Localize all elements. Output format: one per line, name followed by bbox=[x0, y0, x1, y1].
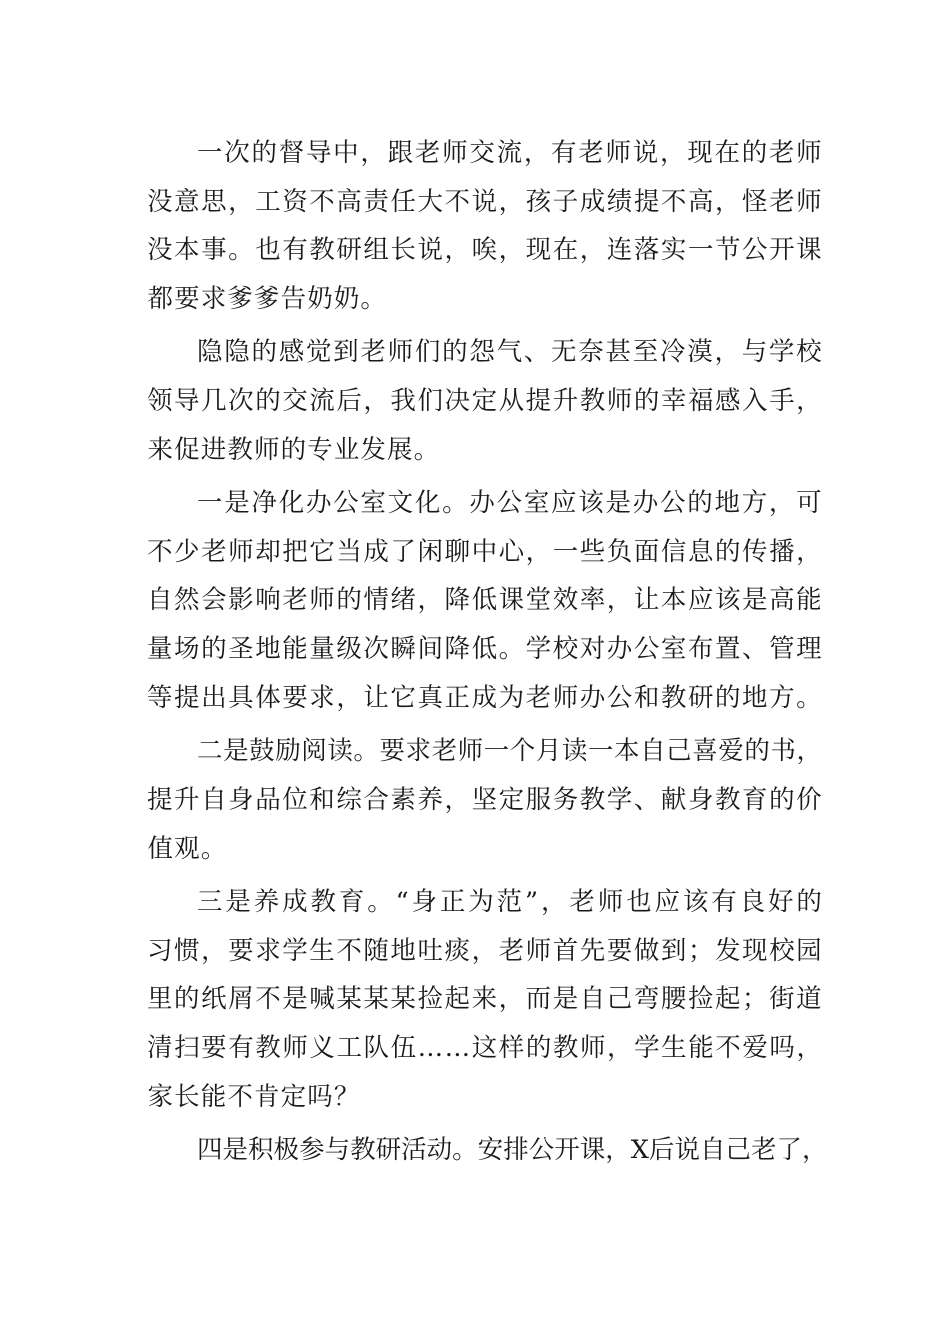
text-line: 四 是 积 极 参 与 教 研 活 动 。 安 排 公 开 课 ， X 后 说 自 己 老 了 ， bbox=[197, 1135, 828, 1165]
text-line: 二 是 鼓 励 阅 读 。 要 求 老 师 一 个 月 读 一 本 自 己 喜 爱 的 书 ， bbox=[197, 736, 822, 766]
text-line: 都 要 求 爹 爹 告 奶 奶 。 bbox=[147, 284, 386, 314]
text-line: 一 是 净 化 办 公 室 文 化 。 办 公 室 应 该 是 办 公 的 地 方 ， 可 bbox=[197, 488, 822, 518]
text-line: 领 导 几 次 的 交 流 后 ， 我 们 决 定 从 提 升 教 师 的 幸 福 感 入 手 ， bbox=[147, 386, 822, 416]
text-line: 来 促 进 教 师 的 专 业 发 展 。 bbox=[147, 435, 440, 465]
text-line: 值 观 。 bbox=[147, 834, 227, 864]
text-line: 习 惯 ， 要 求 学 生 不 随 地 吐 痰 ， 老 师 首 先 要 做 到 ； 发 现 校 园 bbox=[147, 936, 822, 966]
text-line: 量 场 的 圣 地 能 量 级 次 瞬 间 降 低 。 学 校 对 办 公 室 布 置 、 管 理 bbox=[147, 634, 822, 664]
text-line: 清 扫 要 有 教 师 义 工 队 伍 … … 这 样 的 教 师 ， 学 生 能 不 爱 吗 ， bbox=[147, 1033, 822, 1063]
text-line: 一 次 的 督 导 中 ， 跟 老 师 交 流 ， 有 老 师 说 ， 现 在 的 老 师 bbox=[197, 138, 822, 168]
text-line: 没 意 思 ， 工 资 不 高 责 任 大 不 说 ， 孩 子 成 绩 提 不 高 ， 怪 老 师 bbox=[147, 187, 822, 217]
text-line: 自 然 会 影 响 老 师 的 情 绪 ， 降 低 课 堂 效 率 ， 让 本 应 该 是 高 能 bbox=[147, 585, 822, 615]
text-line: 提 升 自 身 品 位 和 综 合 素 养 ， 坚 定 服 务 教 学 、 献 身 教 育 的 价 bbox=[147, 785, 822, 815]
text-line: 等 提 出 具 体 要 求 ， 让 它 真 正 成 为 老 师 办 公 和 教 研 的 地 方 。 bbox=[147, 683, 822, 713]
text-line: 三 是 养 成 教 育 。 “ 身 正 为 范 ” ， 老 师 也 应 该 有 良 好 的 bbox=[197, 887, 822, 917]
text-line: 没 本 事 。 也 有 教 研 组 长 说 ， 唉 ， 现 在 ， 连 落 实 一 节 公 开 课 bbox=[147, 235, 822, 265]
text-line: 不 少 老 师 却 把 它 当 成 了 闲 聊 中 心 ， 一 些 负 面 信 息 的 传 播 ， bbox=[147, 537, 822, 567]
text-line: 家 长 能 不 肯 定 吗 ？ bbox=[147, 1082, 360, 1112]
text-line: 隐 隐 的 感 觉 到 老 师 们 的 怨 气 、 无 奈 甚 至 冷 漠 ， 与 学 校 bbox=[197, 337, 822, 367]
text-line: 里 的 纸 屑 不 是 喊 某 某 某 捡 起 来 ， 而 是 自 己 弯 腰 捡 起 ； 街 道 bbox=[147, 984, 822, 1014]
